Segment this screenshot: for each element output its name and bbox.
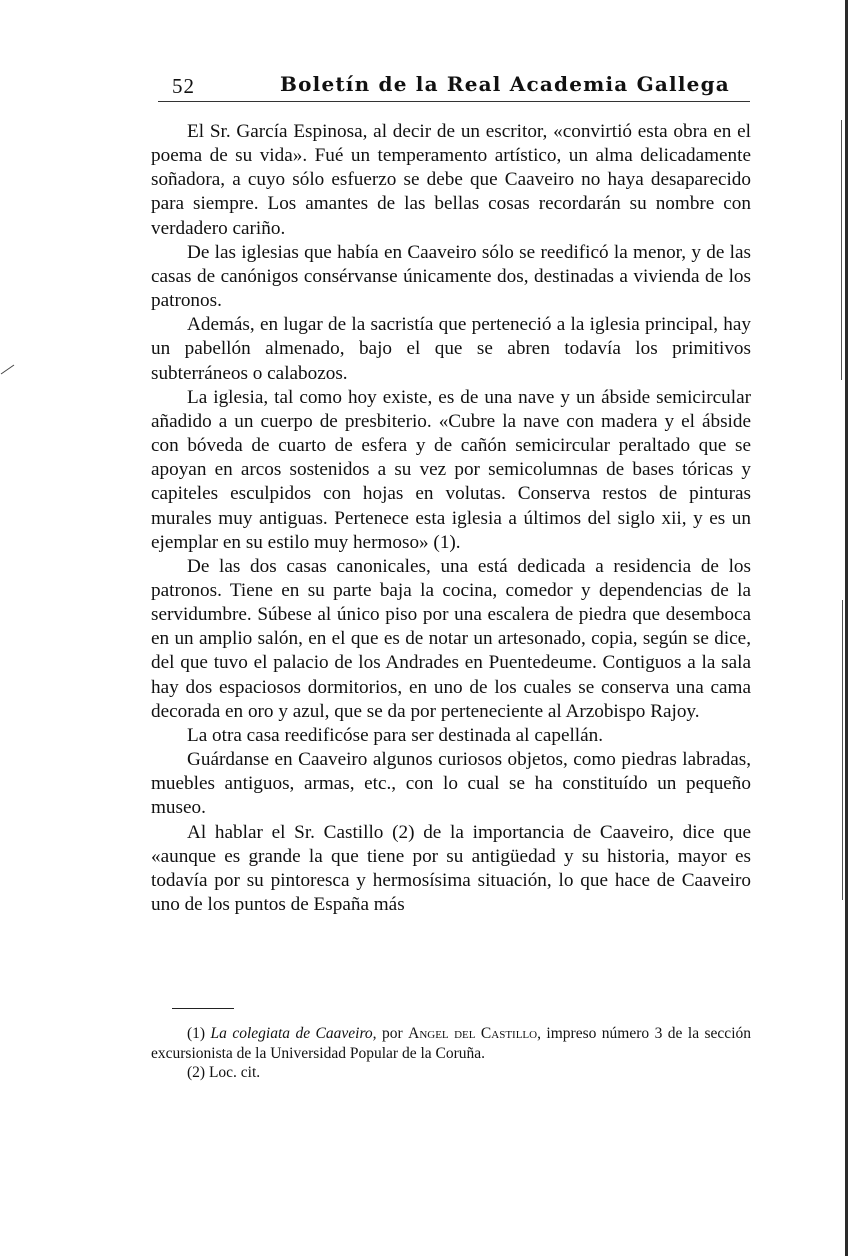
footnote-by: por: [382, 1025, 403, 1042]
running-title: Boletín de la Real Academia Gallega: [280, 72, 730, 96]
footnotes: [151, 1024, 751, 1083]
paragraph: De las iglesias que había en Caaveiro sólo se reedificó la menor, y de las casas de canónigos consérvanse únicamente dos, destinadas a vivienda de los patronos.: [151, 241, 751, 312]
paragraph: La otra casa reedificóse para ser destinada al capellán.: [187, 724, 604, 746]
margin-pencil-mark: [0, 362, 16, 376]
paragraph: Guárdanse en Caaveiro algunos curiosos objetos, como piedras labradas, muebles antiguos, armas, etc., con lo cual se ha constituído un pequeño museo.: [151, 749, 751, 819]
footnote-title: La colegiata de Caaveiro,: [210, 1025, 377, 1042]
scan-edge-noise: [836, 0, 850, 1256]
footnote-marker: (1): [187, 1025, 206, 1042]
page-number: 52: [172, 74, 195, 98]
body-text: [151, 120, 751, 917]
footnote-author: Angel del Castillo,: [408, 1025, 541, 1042]
header-rule: [158, 101, 750, 102]
paragraph: Además, en lugar de la sacristía que perteneció a la iglesia principal, hay un pabellón almenado, bajo el que se abren todavía los primitivos subterráneos o calabozos.: [151, 314, 751, 384]
footnote-marker: (2): [187, 1064, 206, 1081]
paragraph: Al hablar el Sr. Castillo (2) de la importancia de Caaveiro, dice que «aunque es grande la que tiene por su antigüedad y su historia, mayor es todavía por su pintoresca y hermosísima situación, lo que hace de Caaveiro uno de los puntos de España más: [151, 821, 751, 915]
footnote-rule: [172, 1008, 234, 1009]
footnote-2: [151, 1063, 751, 1083]
paragraph: De las dos casas canonicales, una está dedicada a residencia de los patronos. Tiene en su parte baja la cocina, comedor y dependencias de la servidumbre. Súbese al único piso por una escalera de piedra que desemboca en un amplio salón, en el que es de notar un artesonado, copia, según se dice, del que tuvo el palacio de los Andrades en Puentedeume. Contiguos a la sala hay dos espaciosos dormitorios, en uno de los cuales se conserva una cama decorada en oro y azul, que se da por perteneciente al Arzobispo Rajoy.: [151, 555, 751, 722]
paragraph: El Sr. García Espinosa, al decir de un escritor, «convirtió esta obra en el poema de su vida». Fué un temperamento artístico, un alma delicadamente soñadora, a cuyo sólo esfuerzo se debe que Caaveiro no haya desaparecido para siempre. Los amantes de las bellas cosas recordarán su nombre con verdadero cariño.: [151, 121, 751, 239]
paragraph: La iglesia, tal como hoy existe, es de una nave y un ábside semicircular añadido a un cuerpo de presbiterio. «Cubre la nave con madera y el ábside con bóveda de cuarto de esfera y de cañón semicircular peraltado que se apoyan en arcos sostenidos a su vez por semicolumnas de bases tóricas y capiteles esculpidos con hojas en volutas. Conserva restos de pinturas murales muy antiguas. Pertenece esta iglesia a últimos del siglo xii, y es un ejemplar en su estilo muy hermoso» (1).: [151, 386, 751, 553]
page-header: [160, 72, 750, 102]
footnote-1: [151, 1024, 751, 1063]
footnote-text: Loc. cit.: [208, 1064, 261, 1081]
footnote-text: impreso número 3 de la sección excursionista de la Universidad Popular de la Coruña.: [151, 1025, 751, 1062]
